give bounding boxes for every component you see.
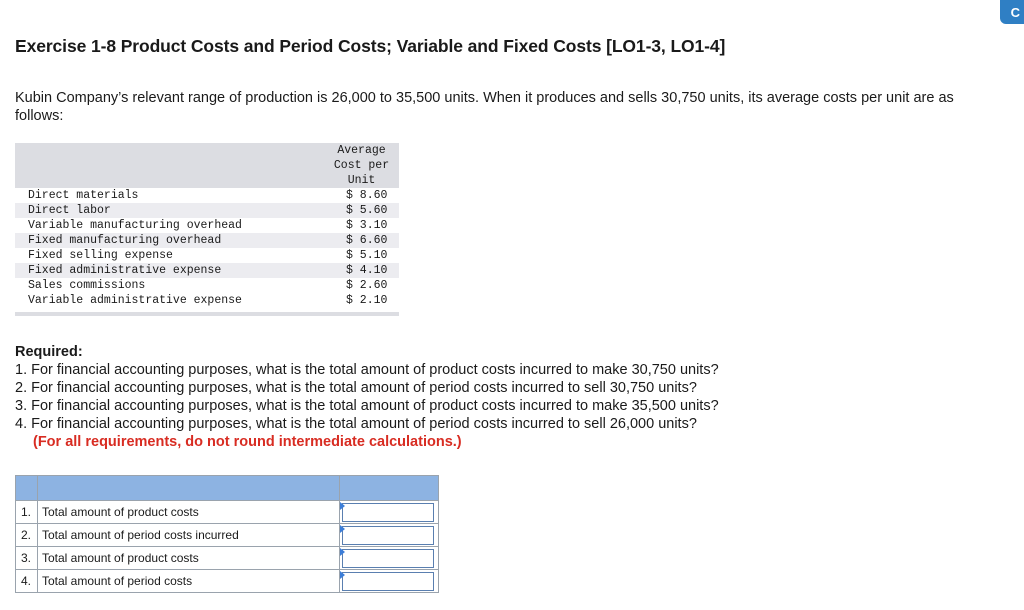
flag-icon bbox=[340, 502, 345, 510]
header-line-3: Unit bbox=[347, 174, 376, 187]
corner-tab[interactable]: C bbox=[1000, 0, 1024, 24]
answer-cell bbox=[340, 501, 439, 524]
answer-input-4[interactable] bbox=[342, 572, 434, 591]
requirement-item: 3. For financial accounting purposes, what is the total amount of product costs incurred to make 35,500 units? bbox=[15, 398, 719, 414]
flag-icon bbox=[340, 525, 345, 533]
cost-value: $ 5.60 bbox=[324, 203, 399, 218]
answer-row bbox=[16, 524, 439, 547]
answer-label: Total amount of period costs bbox=[38, 570, 340, 593]
answer-cell bbox=[340, 570, 439, 593]
cost-row bbox=[15, 278, 399, 293]
cost-row bbox=[15, 293, 399, 314]
cost-row bbox=[15, 218, 399, 233]
cost-row bbox=[15, 233, 399, 248]
cost-table-label-header bbox=[15, 143, 324, 188]
answer-table-header bbox=[16, 476, 439, 501]
answer-cell bbox=[340, 524, 439, 547]
cost-label: Variable manufacturing overhead bbox=[28, 219, 242, 232]
cost-label: Fixed manufacturing overhead bbox=[15, 233, 324, 248]
cost-table-header bbox=[15, 143, 399, 188]
cost-label: Fixed selling expense bbox=[28, 249, 173, 262]
answer-input-1[interactable] bbox=[342, 503, 434, 522]
answer-label: Total amount of period costs incurred bbox=[38, 524, 340, 547]
header-blank bbox=[340, 476, 439, 501]
cost-label: Fixed administrative expense bbox=[15, 263, 324, 278]
cost-value: $ 4.10 bbox=[324, 263, 399, 278]
answer-number: 4. bbox=[16, 570, 38, 593]
answer-label: Total amount of product costs bbox=[38, 501, 340, 524]
required-section bbox=[15, 343, 1005, 451]
cost-label: Sales commissions bbox=[28, 279, 146, 292]
answer-row bbox=[16, 547, 439, 570]
requirement-item: 1. For financial accounting purposes, what is the total amount of product costs incurred to make 30,750 units? bbox=[15, 362, 719, 378]
answer-number: 2. bbox=[16, 524, 38, 547]
rounding-note: (For all requirements, do not round intermediate calculations.) bbox=[33, 434, 462, 450]
cost-value: $ 2.10 bbox=[324, 293, 399, 314]
cost-table-value-header bbox=[324, 143, 399, 188]
problem-intro: Kubin Company’s relevant range of production is 26,000 to 35,500 units. When it produces and sells 30,750 units, its average costs per unit are as follows: bbox=[15, 90, 954, 124]
cost-row bbox=[15, 248, 399, 263]
answer-row bbox=[16, 501, 439, 524]
cost-value: $ 2.60 bbox=[346, 279, 388, 292]
required-heading: Required: bbox=[15, 344, 83, 360]
cost-row bbox=[15, 188, 399, 203]
page-title: Exercise 1-8 Product Costs and Period Costs; Variable and Fixed Costs [LO1-3, LO1-4] bbox=[15, 36, 726, 56]
flag-icon bbox=[340, 548, 345, 556]
cost-label: Direct materials bbox=[28, 189, 139, 202]
requirement-item: 4. For financial accounting purposes, what is the total amount of period costs incurred to sell 26,000 units? bbox=[15, 416, 697, 432]
cost-value: $ 8.60 bbox=[346, 189, 388, 202]
answer-number: 1. bbox=[16, 501, 38, 524]
answer-input-2[interactable] bbox=[342, 526, 434, 545]
cost-table bbox=[15, 143, 399, 316]
cost-row bbox=[15, 263, 399, 278]
cost-label: Direct labor bbox=[15, 203, 324, 218]
cost-value: $ 6.60 bbox=[324, 233, 399, 248]
answer-number: 3. bbox=[16, 547, 38, 570]
cost-label: Variable administrative expense bbox=[15, 293, 324, 314]
header-line-1: Average bbox=[337, 144, 386, 157]
requirement-item: 2. For financial accounting purposes, what is the total amount of period costs incurred to sell 30,750 units? bbox=[15, 380, 697, 396]
answer-table bbox=[15, 475, 439, 593]
cost-row bbox=[15, 203, 399, 218]
flag-icon bbox=[340, 571, 345, 579]
header-line-2: Cost per bbox=[333, 159, 390, 172]
cost-value: $ 5.10 bbox=[346, 249, 388, 262]
answer-label: Total amount of product costs bbox=[38, 547, 340, 570]
answer-input-3[interactable] bbox=[342, 549, 434, 568]
cost-value: $ 3.10 bbox=[346, 219, 388, 232]
answer-row bbox=[16, 570, 439, 593]
header-blank bbox=[16, 476, 38, 501]
header-blank bbox=[38, 476, 340, 501]
answer-cell bbox=[340, 547, 439, 570]
